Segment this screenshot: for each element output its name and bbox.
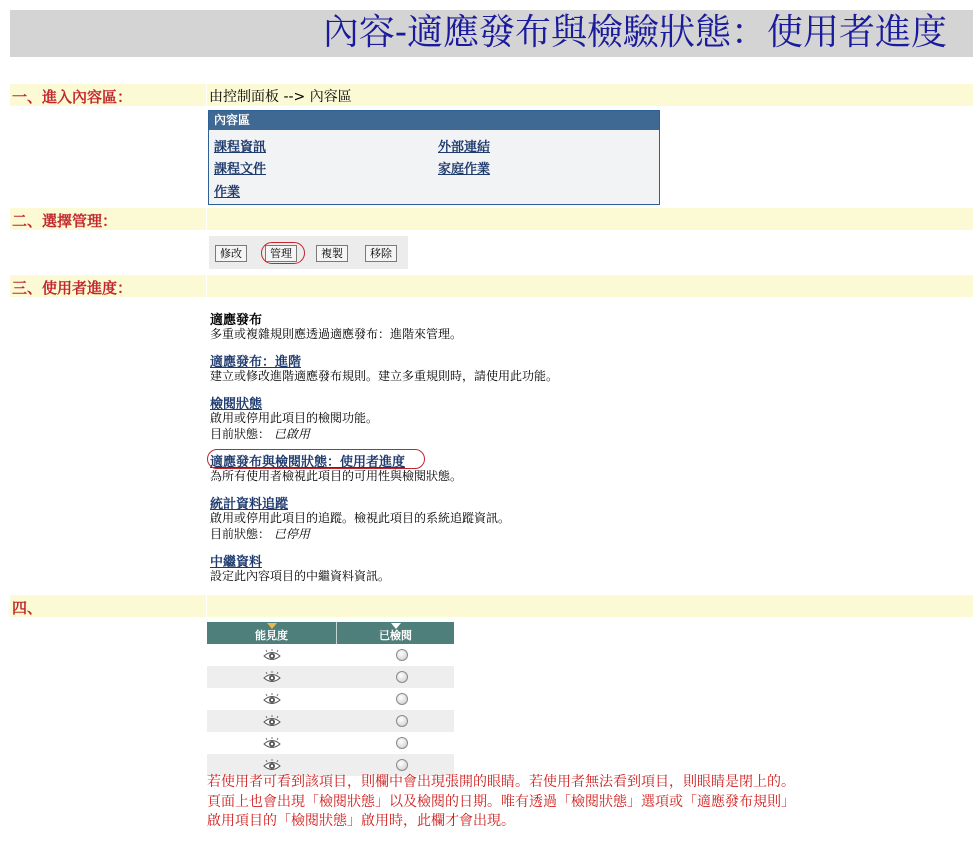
option-review-status-desc: 啟用或停用此項目的檢閱功能。	[210, 411, 379, 425]
remove-button[interactable]: 移除	[365, 245, 397, 262]
table-body	[207, 644, 454, 776]
link-homework[interactable]: 家庭作業	[438, 162, 491, 177]
copy-button[interactable]: 複製	[316, 245, 348, 262]
option-adaptive-release-title: 適應發布	[210, 313, 263, 328]
radio-icon	[396, 671, 408, 683]
page-title: 內容-適應發布與檢驗狀態：使用者進度	[322, 12, 947, 53]
manage-button[interactable]: 管理	[265, 245, 297, 262]
section-2-label: 二、選擇管理：	[12, 212, 118, 230]
modify-button[interactable]: 修改	[215, 245, 247, 262]
title-bar	[10, 10, 973, 57]
content-area-panel	[208, 110, 660, 205]
eye-icon	[263, 758, 281, 772]
section-3-row	[10, 275, 973, 297]
column-visibility-header[interactable]: 能見度	[207, 622, 337, 644]
table-row	[207, 710, 454, 732]
section-3-label: 三、使用者進度：	[12, 279, 133, 297]
user-progress-table	[207, 622, 454, 776]
table-header	[207, 622, 454, 644]
radio-icon	[396, 715, 408, 727]
option-metadata-link[interactable]: 中繼資料	[210, 555, 263, 570]
option-adaptive-release-advanced-desc: 建立或修改進階適應發布規則。建立多重規則時，請使用此功能。	[210, 369, 559, 383]
eye-icon	[263, 692, 281, 706]
section-4-row	[10, 595, 973, 617]
link-course-documents[interactable]: 課程文件	[214, 162, 267, 177]
option-statistics-tracking-desc: 啟用或停用此項目的追蹤。檢視此項目的系統追蹤資訊。	[210, 511, 511, 525]
option-review-status-state	[210, 425, 310, 442]
section-4-content	[206, 595, 973, 617]
section-1-row	[10, 84, 973, 106]
table-row	[207, 666, 454, 688]
status-value: 已停用	[273, 527, 310, 541]
note-line-3: 啟用項目的「檢閱狀態」啟用時，此欄才會出現。	[207, 813, 515, 829]
section-3-content	[206, 275, 973, 297]
note-line-2: 頁面上也會出現「檢閱狀態」以及檢閱的日期。唯有透過「檢閱狀態」選項或「適應發布規則」	[207, 794, 795, 810]
option-review-status-link[interactable]: 檢閱狀態	[210, 397, 263, 412]
option-statistics-tracking-state	[210, 525, 310, 542]
action-button-panel	[209, 236, 408, 269]
eye-icon	[263, 670, 281, 684]
link-assignments[interactable]: 作業	[214, 185, 241, 200]
note-line-1: 若使用者可看到該項目，則欄中會出現張開的眼睛。若使用者無法看到項目，則眼睛是閉上的。	[207, 774, 795, 790]
option-adaptive-release-advanced-link[interactable]: 適應發布：進階	[210, 355, 302, 370]
section-2-row	[10, 208, 973, 230]
link-external-links[interactable]: 外部連結	[438, 140, 491, 155]
table-row	[207, 688, 454, 710]
section-4-label: 四、	[12, 599, 43, 617]
link-course-info[interactable]: 課程資訊	[214, 140, 267, 155]
option-metadata-desc: 設定此內容項目的中繼資料資訊。	[210, 569, 391, 583]
status-value: 已啟用	[273, 427, 310, 441]
content-area-header: 內容區	[209, 111, 659, 130]
section-1-content	[206, 84, 973, 106]
radio-icon	[396, 649, 408, 661]
section-1-label: 一、進入內容區：	[12, 88, 133, 106]
radio-icon	[396, 759, 408, 771]
option-statistics-tracking-link[interactable]: 統計資料追蹤	[210, 497, 289, 512]
section-2-content	[206, 208, 973, 230]
table-row	[207, 644, 454, 666]
column-reviewed-header[interactable]: 已檢閱	[337, 622, 454, 644]
option-adaptive-release-desc: 多重或複雜規則應透過適應發布：進階來管理。	[210, 327, 463, 341]
eye-icon	[263, 736, 281, 750]
status-label: 目前狀態：	[210, 427, 271, 441]
radio-icon	[396, 737, 408, 749]
table-row	[207, 732, 454, 754]
status-label: 目前狀態：	[210, 527, 271, 541]
table-row	[207, 754, 454, 776]
eye-icon	[263, 714, 281, 728]
eye-icon	[263, 648, 281, 662]
option-user-progress-desc: 為所有使用者檢視此項目的可用性與檢閱狀態。	[210, 469, 463, 483]
option-user-progress-link[interactable]: 適應發布與檢閱狀態：使用者進度	[210, 455, 406, 470]
section-1-path: 由控制面板 --> 內容區	[209, 89, 352, 105]
radio-icon	[396, 693, 408, 705]
